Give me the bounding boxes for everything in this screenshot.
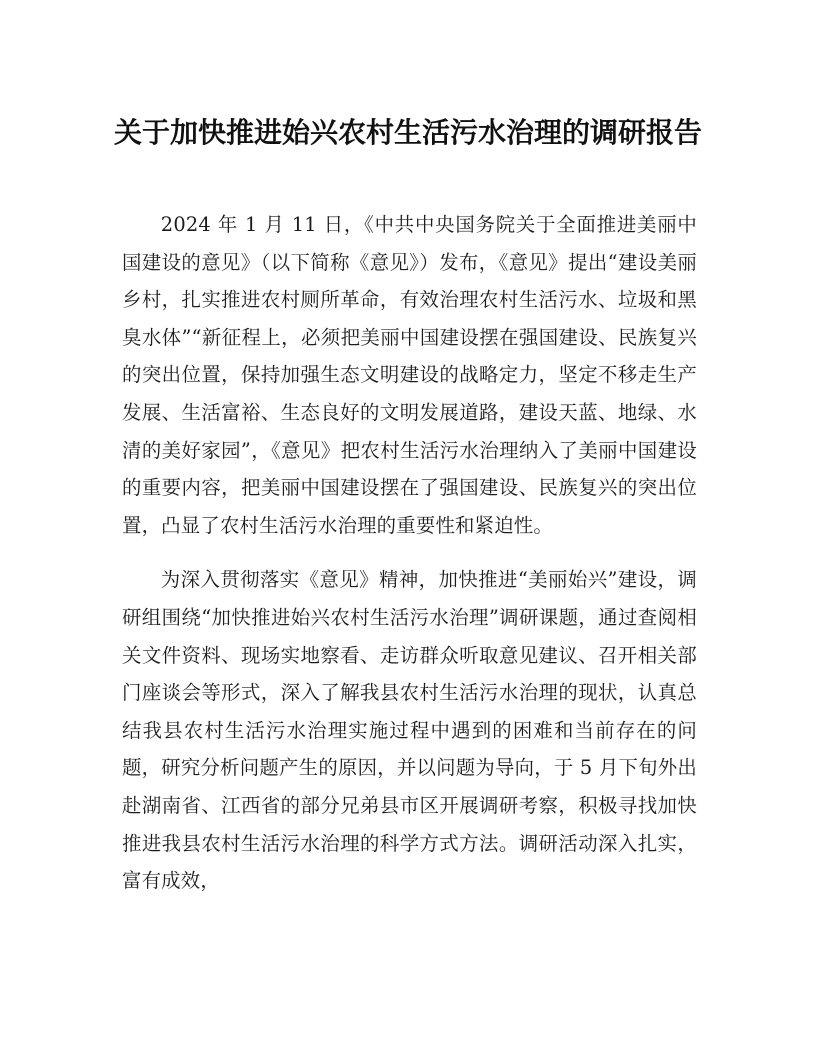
paragraph-2: 为深入贯彻落实《意见》精神，加快推进“美丽始兴”建设，调研组围绕“加快推进始兴农村生活污水治理”调研课题，通过查阅相关文件资料、现场实地察看、走访群众听取意见建议、召开相关部门座谈会等形式，深入了解我县农村生活污水治理的现状，认真总结我县农村生活污水治理实施过程中遇到的困难和当前存在的问题，研究分析问题产生的原因，并以问题为导向，于 5 月下旬外出赴湖南省、江西省的部分兄弟县市区开展调研考察，积极寻找加快推进我县农村生活污水治理的科学方式方法。调研活动深入扎实，富有成效， — [122, 568, 697, 893]
document-body — [122, 206, 697, 917]
document-title: 关于加快推进始兴农村生活污水治理的调研报告 — [113, 116, 702, 149]
paragraph-1: 2024 年 1 月 11 日，《中共中央国务院关于全面推进美丽中国建设的意见》（以下简称《意见》）发布，《意见》提出“建设美丽乡村，扎实推进农村厕所革命，有效治理农村生活污水、垃圾和黑臭水体”“新征程上，必须把美丽中国建设摆在强国建设、民族复兴的突出位置，保持加强生态文明建设的战略定力，坚定不移走生产发展、生活富裕、生态良好的文明发展道路，建设天蓝、地绿、水清的美好家园”，《意见》把农村生活污水治理纳入了美丽中国建设的重要内容，把美丽中国建设摆在了强国建设、民族复兴的突出位置，凸显了农村生活污水治理的重要性和紧迫性。 — [122, 213, 697, 537]
